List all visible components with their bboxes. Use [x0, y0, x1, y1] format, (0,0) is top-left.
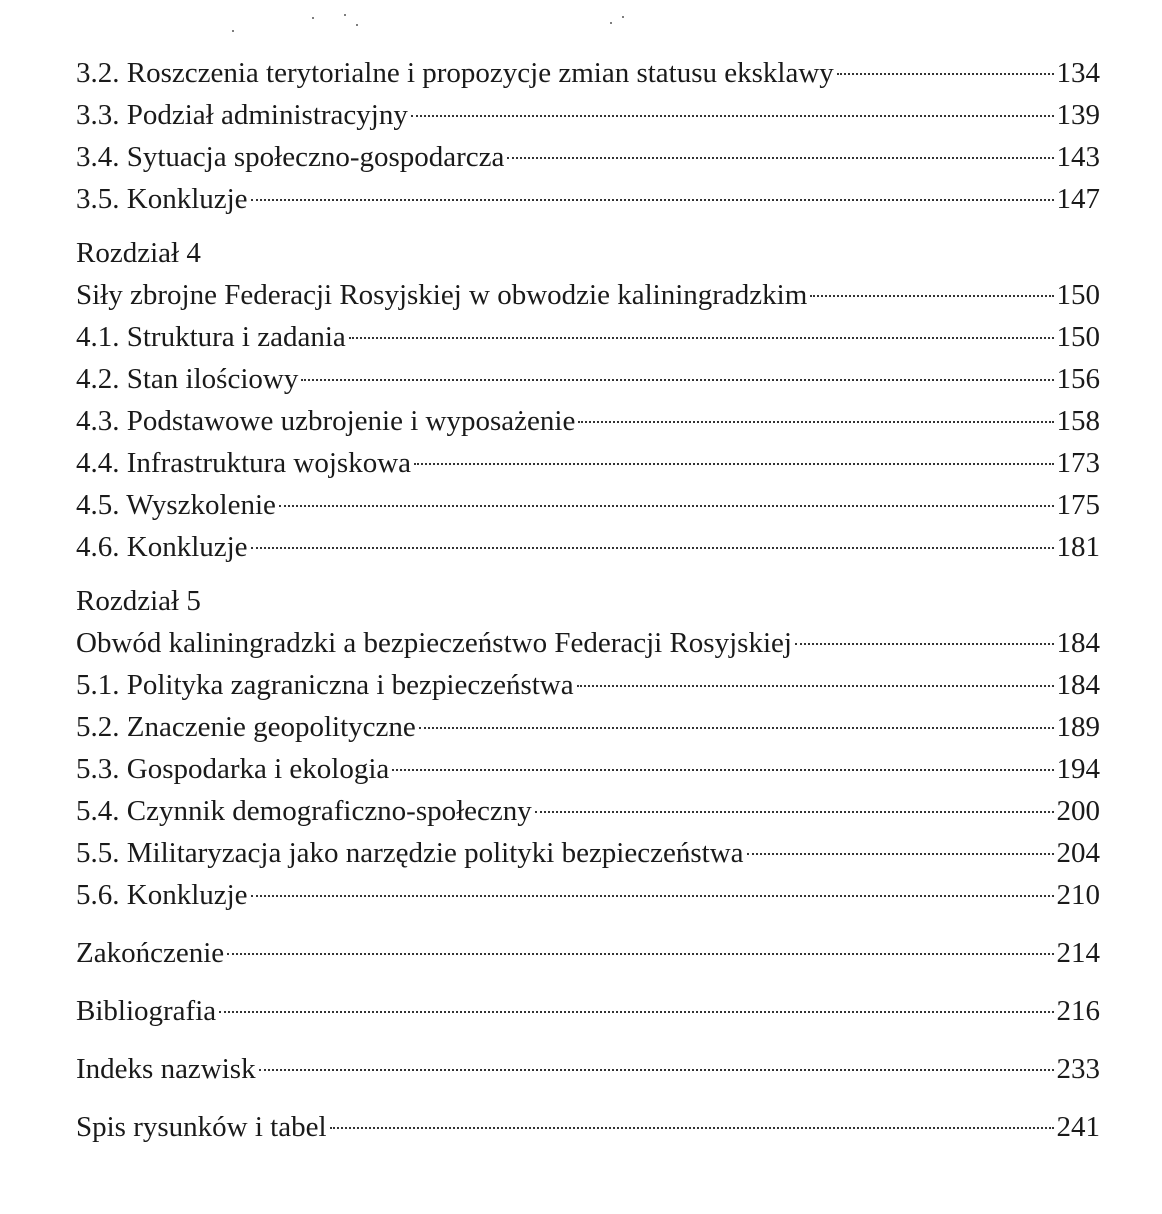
toc-entry-label: 5.1. Polityka zagraniczna i bezpieczeństwa — [76, 669, 574, 701]
dot-leader — [507, 157, 1053, 159]
toc-entry-label: 4.3. Podstawowe uzbrojenie i wyposażenie — [76, 405, 576, 437]
toc-page-number: 204 — [1056, 837, 1100, 869]
dot-leader — [411, 115, 1054, 117]
toc-entry-5-3[interactable] — [76, 748, 1100, 790]
section-gap — [76, 1090, 1100, 1106]
toc-page-number: 134 — [1056, 57, 1100, 89]
toc-entry-label: 5.6. Konkluzje — [76, 879, 248, 911]
dot-leader — [810, 295, 1053, 297]
toc-page-number: 181 — [1056, 531, 1100, 563]
scan-speck — [312, 17, 314, 19]
toc-entry-chapter-5-title[interactable] — [76, 622, 1100, 664]
toc-entry-label: Spis rysunków i tabel — [76, 1111, 327, 1143]
section-gap — [76, 1032, 1100, 1048]
toc-entry-label: 4.4. Infrastruktura wojskowa — [76, 447, 412, 479]
toc-page-number: 200 — [1056, 795, 1100, 827]
scan-speck — [344, 14, 346, 16]
toc-page-number: 150 — [1056, 321, 1100, 353]
dot-leader — [259, 1069, 1054, 1071]
toc-entry-spis-rysunkow[interactable] — [76, 1106, 1100, 1148]
toc-entry-4-6[interactable] — [76, 526, 1100, 568]
toc-page-number: 233 — [1056, 1053, 1100, 1085]
toc-entry-5-4[interactable] — [76, 790, 1100, 832]
toc-entry-label: 5.2. Znaczenie geopolityczne — [76, 711, 416, 743]
toc-page-number: 214 — [1056, 937, 1100, 969]
dot-leader — [414, 463, 1053, 465]
scan-speck — [610, 22, 612, 24]
toc-entry-5-6[interactable] — [76, 874, 1100, 916]
toc-page-number: 150 — [1056, 279, 1100, 311]
toc-entry-label: Bibliografia — [76, 995, 217, 1027]
toc-entry-3-2[interactable] — [76, 52, 1100, 94]
toc-page-number: 216 — [1056, 995, 1100, 1027]
toc-entry-label: 3.4. Sytuacja społeczno-gospodarcza — [76, 141, 505, 173]
dot-leader — [535, 811, 1054, 813]
dot-leader — [837, 73, 1054, 75]
dot-leader — [227, 953, 1053, 955]
toc-entry-5-5[interactable] — [76, 832, 1100, 874]
dot-leader — [577, 685, 1054, 687]
toc-entry-label: 5.4. Czynnik demograficzno-społeczny — [76, 795, 532, 827]
toc-entry-label: 3.5. Konkluzje — [76, 183, 248, 215]
toc-entry-label: Indeks nazwisk — [76, 1053, 256, 1085]
section-gap — [76, 916, 1100, 932]
scan-speck — [232, 30, 234, 32]
toc-entry-indeks-nazwisk[interactable] — [76, 1048, 1100, 1090]
dot-leader — [251, 199, 1054, 201]
toc-entry-5-1[interactable] — [76, 664, 1100, 706]
toc-page-number: 173 — [1056, 447, 1100, 479]
toc-entry-3-4[interactable] — [76, 136, 1100, 178]
dot-leader — [279, 505, 1054, 507]
dot-leader — [330, 1127, 1054, 1129]
toc-page-number: 139 — [1056, 99, 1100, 131]
toc-page-number: 189 — [1056, 711, 1100, 743]
toc-entry-4-4[interactable] — [76, 442, 1100, 484]
toc-page-number: 158 — [1056, 405, 1100, 437]
toc-entry-label: 4.6. Konkluzje — [76, 531, 248, 563]
toc-page-number: 143 — [1056, 141, 1100, 173]
toc-entry-label: 3.3. Podział administracyjny — [76, 99, 408, 131]
scan-speck — [356, 24, 358, 26]
toc-entry-label: 5.5. Militaryzacja jako narzędzie polityki bezpieczeństwa — [76, 837, 744, 869]
toc-entry-label: 3.2. Roszczenia terytorialne i propozycje zmian statusu eksklawy — [76, 57, 834, 89]
dot-leader — [392, 769, 1053, 771]
scan-speck — [622, 16, 624, 18]
table-of-contents — [76, 52, 1100, 1148]
dot-leader — [251, 547, 1054, 549]
toc-entry-label: 5.3. Gospodarka i ekologia — [76, 753, 390, 785]
toc-entry-5-2[interactable] — [76, 706, 1100, 748]
dot-leader — [301, 379, 1053, 381]
toc-page-number: 210 — [1056, 879, 1100, 911]
dot-leader — [747, 853, 1054, 855]
toc-entry-zakonczenie[interactable] — [76, 932, 1100, 974]
toc-entry-label: 4.2. Stan ilościowy — [76, 363, 299, 395]
toc-entry-4-5[interactable] — [76, 484, 1100, 526]
toc-page-number: 184 — [1056, 627, 1100, 659]
toc-entry-label: Siły zbrojne Federacji Rosyjskiej w obwodzie kaliningradzkim — [76, 279, 808, 311]
toc-entry-bibliografia[interactable] — [76, 990, 1100, 1032]
dot-leader — [795, 643, 1054, 645]
toc-entry-4-1[interactable] — [76, 316, 1100, 358]
section-gap — [76, 568, 1100, 580]
dot-leader — [349, 337, 1054, 339]
dot-leader — [578, 421, 1053, 423]
dot-leader — [219, 1011, 1053, 1013]
toc-entry-chapter-4-title[interactable] — [76, 274, 1100, 316]
section-gap — [76, 220, 1100, 232]
toc-entry-4-2[interactable] — [76, 358, 1100, 400]
toc-page-number: 241 — [1056, 1111, 1100, 1143]
section-gap — [76, 974, 1100, 990]
toc-entry-label: 4.1. Struktura i zadania — [76, 321, 346, 353]
toc-page-number: 175 — [1056, 489, 1100, 521]
toc-page-number: 184 — [1056, 669, 1100, 701]
toc-entry-4-3[interactable] — [76, 400, 1100, 442]
toc-entry-label: Obwód kaliningradzki a bezpieczeństwo Federacji Rosyjskiej — [76, 627, 792, 659]
dot-leader — [251, 895, 1054, 897]
chapter-4-heading: Rozdział 4 — [76, 237, 201, 269]
toc-entry-label: 4.5. Wyszkolenie — [76, 489, 276, 521]
dot-leader — [419, 727, 1054, 729]
toc-entry-label: Zakończenie — [76, 937, 225, 969]
toc-page-number: 194 — [1056, 753, 1100, 785]
toc-page-number: 156 — [1056, 363, 1100, 395]
chapter-5-heading: Rozdział 5 — [76, 585, 201, 617]
toc-entry-3-5[interactable] — [76, 178, 1100, 220]
toc-entry-3-3[interactable] — [76, 94, 1100, 136]
toc-page-number: 147 — [1056, 183, 1100, 215]
